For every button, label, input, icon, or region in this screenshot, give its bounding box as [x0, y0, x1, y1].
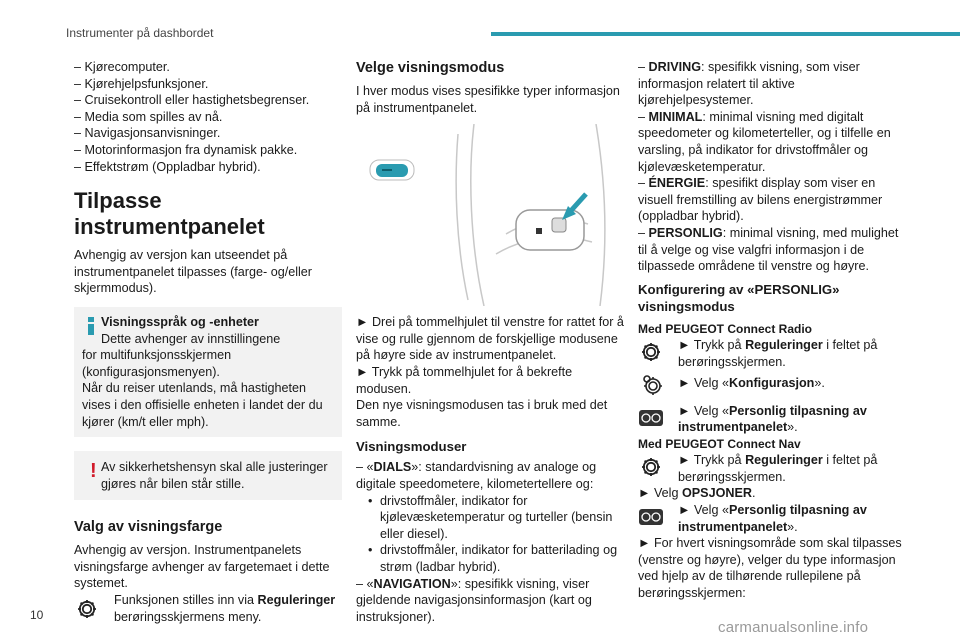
list-item: – Cruisekontroll eller hastighetsbegrenser.	[74, 93, 310, 108]
info-title: Visningsspråk og -enheter	[101, 314, 259, 329]
nav-step-3: ► Velg «Personlig tilpasning av instrumentpanelet».	[638, 502, 906, 535]
final-step: ► For hvert visningsområde som skal tilpasses (venstre og høyre), velger du type informasjon ved hjelp av de tilhørende rullepilene på berøringsskjermen:	[638, 536, 902, 601]
list-item: – Kjørehjelpsfunksjoner.	[74, 76, 209, 91]
color-text: Avhengig av versjon. Instrumentpanelets visningsfarge avhenger av fargetemaet i dette systemet.	[74, 543, 330, 591]
settings-gear-icon	[638, 339, 664, 370]
section-heading: Tilpasse instrumentpanelet	[74, 188, 265, 240]
page-number: 10	[30, 608, 44, 622]
dashboard-icon	[638, 409, 664, 432]
display-mode-heading: Velge visningsmodus	[356, 60, 505, 76]
list-item: – Kjørecomputer.	[74, 60, 170, 74]
header-title: Instrumenter på dashbordet	[66, 26, 214, 40]
dials-bullets	[356, 493, 624, 576]
warning-text: Av sikkerhetshensyn skal alle justeringer gjøres når bilen står stille.	[101, 460, 328, 491]
configuration-gears-icon	[638, 371, 664, 402]
mode-navigation: – «NAVIGATION»: spesifikk visning, viser gjeldende navigasjonsinformasjon (kart og instruksjoner).	[356, 576, 592, 624]
list-item: – Navigasjonsanvisninger.	[74, 126, 221, 141]
radio-step-1: ► Trykk på Reguleringer i feltet på berøringsskjermen.	[638, 337, 906, 370]
list-item: – Effektstrøm (Oppladbar hybrid).	[74, 159, 261, 174]
column-3	[638, 59, 906, 602]
color-heading: Valg av visningsfarge	[74, 519, 223, 536]
settings-gear-icon	[74, 596, 100, 627]
list-item: – Motorinformasjon fra dynamisk pakke.	[74, 142, 298, 157]
step-text: Den nye visningsmodusen tas i bruk med det samme.	[356, 398, 608, 429]
settings-row	[74, 592, 342, 625]
steering-wheel-illustration	[356, 124, 624, 306]
personlig-config-heading: Konfigurering av «PERSONLIG» visningsmodus	[638, 281, 840, 314]
mode-personlig: – PERSONLIG: minimal visning, med mulighet til å velge og vise valgfri informasjon i de tilpassede områdene til venstre og høyre.	[638, 225, 899, 274]
radio-step-3: ► Velg «Personlig tilpasning av instrumentpanelet».	[638, 403, 906, 436]
list-item: – Media som spilles av nå.	[74, 109, 223, 124]
info-text: for multifunksjonsskjermen (konfigurasjonsmenyen).	[82, 348, 232, 379]
watermark: carmanualsonline.info	[718, 619, 869, 636]
nav-subheading: Med PEUGEOT Connect Nav	[638, 436, 801, 451]
nav-step-1: ► Trykk på Reguleringer i feltet på berøringsskjermen.	[638, 452, 906, 485]
settings-text: Funksjonen stilles inn via Reguleringer berøringsskjermens meny.	[114, 593, 336, 624]
radio-subheading: Med PEUGEOT Connect Radio	[638, 321, 813, 336]
info-text: Når du reiser utenlands, må hastigheten vises i den offisielle enheten i landet der du kjører (km/t eller mph).	[82, 381, 323, 429]
nav-step-2: ► Velg OPSJONER.	[638, 486, 756, 501]
mode-minimal: – MINIMAL: minimal visning med digitalt speedometer og kilometerteller, og i tilfelle en varsling, på indikator for drivstoffmåler og kjølevæsketemperatur.	[638, 109, 891, 174]
warning-note	[74, 451, 342, 500]
modes-heading: Visningsmoduser	[356, 439, 467, 455]
info-icon	[88, 317, 94, 335]
info-text: Dette avhenger av innstillingene	[101, 331, 281, 346]
mode-energie: – ÉNERGIE: spesifikt display som viser en visuell fremstilling av bilens energistrømmer (oppladbar hybrid).	[638, 176, 883, 224]
settings-gear-icon	[638, 454, 664, 485]
bullet-item: • drivstoffmåler, indikator for batterilading og strøm (ladbar hybrid).	[368, 542, 624, 575]
info-note	[74, 307, 342, 437]
mode-driving: – DRIVING: spesifikk visning, som viser informasjon relatert til aktive kjørehjelpesystemer.	[638, 60, 860, 108]
dashboard-icon	[638, 508, 664, 531]
feature-list	[74, 59, 342, 175]
step-text: ► Drei på tommelhjulet til venstre for rattet for å vise og rulle gjennom de forskjellige modusene på høyre side av instrumentpanelet.	[356, 315, 624, 363]
step-text: ► Trykk på tommelhjulet for å bekrefte modusen.	[356, 364, 573, 396]
mode-dials: – «DIALS»: standardvisning av analoge og digitale speedometere, kilometertellere og:	[356, 460, 597, 491]
display-mode-intro: I hver modus vises spesifikke typer informasjon på instrumentpanelet.	[356, 84, 620, 115]
header-accent-bar	[491, 32, 960, 36]
bullet-item: • drivstoffmåler, indikator for kjølevæsketemperatur og turteller (bensin eller diesel).	[368, 493, 624, 543]
column-2	[356, 59, 624, 625]
warning-icon: !	[90, 460, 97, 483]
column-1	[74, 59, 342, 625]
intro-text: Avhengig av versjon kan utseendet på instrumentpanelet tilpasses (farge- og/eller skjermmodus).	[74, 248, 313, 296]
radio-step-2: ► Velg «Konfigurasjon».	[638, 371, 906, 403]
